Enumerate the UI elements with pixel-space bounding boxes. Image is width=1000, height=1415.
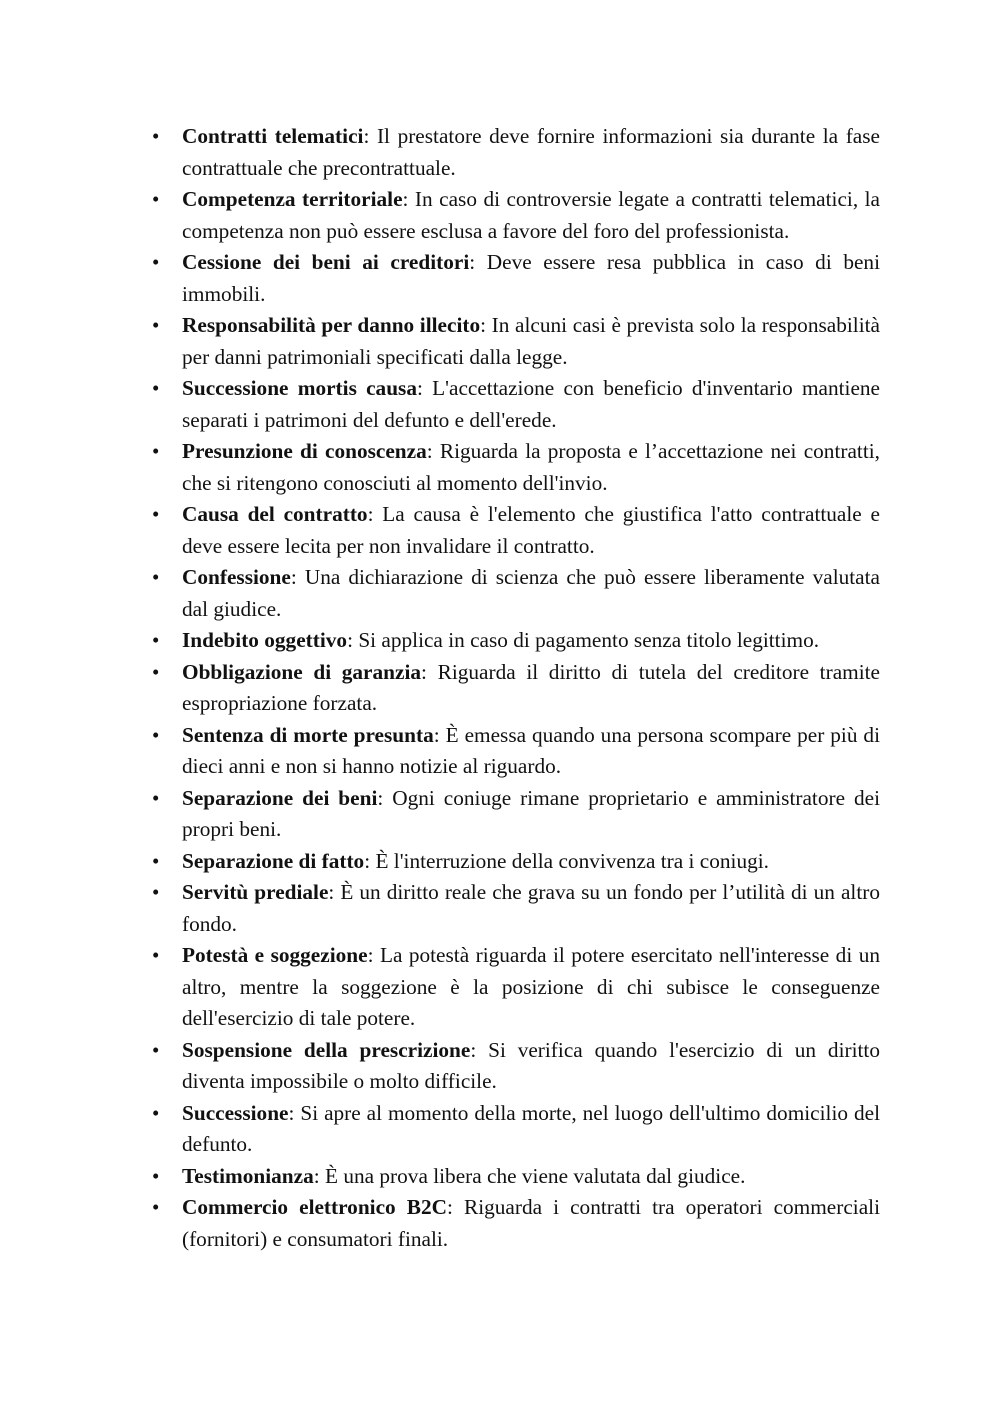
glossary-term: Presunzione di conoscenza [182, 439, 427, 463]
glossary-term: Sospensione della prescrizione [182, 1037, 471, 1062]
bullet-icon: • [152, 250, 160, 274]
glossary-item-5 [150, 373, 880, 436]
glossary-term: Successione [182, 1100, 289, 1125]
glossary-item-7 [150, 499, 880, 562]
term-separator: : [469, 250, 487, 274]
bullet-icon: • [152, 880, 160, 904]
glossary-term: Contratti telematici [182, 124, 364, 148]
glossary-item-18 [150, 1161, 880, 1193]
bullet-icon: • [152, 848, 160, 873]
glossary-term: Causa del contratto [182, 502, 368, 526]
glossary-definition: Ogni coniuge rimane proprietario e amministratore dei propri beni. [182, 785, 880, 841]
bullet-icon: • [152, 943, 160, 967]
term-separator: : [416, 376, 433, 400]
glossary-item-19 [150, 1192, 880, 1255]
glossary-term: Testimonianza [182, 1163, 314, 1188]
bullet-icon: • [152, 722, 160, 747]
glossary-term: Commercio elettronico B2C [182, 1195, 447, 1219]
term-separator: : [402, 187, 415, 211]
bullet-icon: • [152, 1100, 160, 1125]
glossary-term: Sentenza di morte presunta [182, 722, 434, 747]
glossary-term: Confessione [182, 565, 291, 589]
term-separator: : [447, 1195, 464, 1219]
glossary-item-13 [150, 846, 880, 878]
term-separator: : [433, 722, 446, 747]
glossary-item-12 [150, 783, 880, 846]
glossary-term: Servitù prediale [182, 880, 329, 904]
glossary-definition: In alcuni casi è prevista solo la responsabilità per danni patrimoniali specificati dalla legge. [182, 313, 880, 369]
bullet-icon: • [152, 502, 160, 526]
bullet-icon: • [152, 785, 160, 810]
glossary-term: Cessione dei beni ai creditori [182, 250, 470, 274]
term-separator: : [470, 1037, 489, 1062]
glossary-term: Competenza territoriale [182, 187, 403, 211]
glossary-definition: Deve essere resa pubblica in caso di beni immobili. [182, 250, 880, 306]
glossary-item-14 [150, 877, 880, 940]
term-separator: : [480, 313, 492, 337]
bullet-icon: • [152, 1163, 160, 1188]
bullet-icon: • [152, 1195, 160, 1219]
glossary-definition: Riguarda il diritto di tutela del creditore tramite espropriazione forzata. [182, 659, 880, 715]
bullet-icon: • [152, 439, 160, 463]
term-separator: : [377, 785, 393, 810]
term-separator: : [328, 880, 341, 904]
term-separator: : [363, 124, 377, 148]
term-separator: : [347, 628, 359, 652]
bullet-icon: • [152, 313, 160, 337]
glossary-definition: La causa è l'elemento che giustifica l'atto contrattuale e deve essere lecita per non invalidare il contratto. [182, 502, 880, 558]
glossary-definition: In caso di controversie legate a contratti telematici, la competenza non può essere esclusa a favore del foro del professionista. [182, 187, 880, 243]
glossary-term: Separazione dei beni [182, 785, 378, 810]
glossary-item-15 [150, 940, 880, 1035]
glossary-item-10 [150, 657, 880, 720]
glossary-definition: Si applica in caso di pagamento senza titolo legittimo. [358, 628, 820, 652]
glossary-item-16 [150, 1035, 880, 1098]
bullet-icon: • [152, 124, 160, 148]
glossary-definition: È l'interruzione della convivenza tra i coniugi. [375, 848, 769, 873]
glossary-definition: È emessa quando una persona scompare per più di dieci anni e non si hanno notizie al riguardo. [182, 722, 880, 778]
term-separator: : [364, 848, 376, 873]
glossary-definition: La potestà riguarda il potere esercitato nell'interesse di un altro, mentre la soggezione è la posizione di chi subisce le conseguenze dell'esercizio di tale potere. [182, 943, 880, 1030]
glossary-item-2 [150, 184, 880, 247]
glossary-item-4 [150, 310, 880, 373]
bullet-icon: • [152, 187, 160, 211]
glossary-definition: Il prestatore deve fornire informazioni sia durante la fase contrattuale che precontrattuale. [182, 124, 880, 180]
glossary-term: Obbligazione di garanzia [182, 659, 422, 684]
glossary-item-9 [150, 625, 880, 657]
bullet-icon: • [152, 565, 160, 589]
glossary-item-3 [150, 247, 880, 310]
glossary-definition: Una dichiarazione di scienza che può essere liberamente valutata dal giudice. [182, 565, 880, 621]
glossary-definition: Si apre al momento della morte, nel luogo dell'ultimo domicilio del defunto. [182, 1100, 880, 1156]
bullet-icon: • [152, 659, 160, 684]
glossary-term: Separazione di fatto [182, 848, 365, 873]
term-separator: : [421, 659, 438, 684]
glossary-definition: Si verifica quando l'esercizio di un diritto diventa impossibile o molto difficile. [182, 1037, 880, 1093]
term-separator: : [313, 1163, 325, 1188]
term-separator: : [288, 1100, 301, 1125]
term-separator: : [426, 439, 440, 463]
glossary-term: Potestà e soggezione [182, 943, 368, 967]
glossary-definition: È un diritto reale che grava su un fondo per l’utilità di un altro fondo. [182, 880, 880, 936]
glossary-term: Successione mortis causa [182, 376, 417, 400]
glossary-term: Responsabilità per danno illecito [182, 313, 481, 337]
glossary-term: Indebito oggettivo [182, 628, 348, 652]
glossary-definition: Riguarda la proposta e l’accettazione nei contratti, che si ritengono conosciuti al momento dell'invio. [182, 439, 880, 495]
term-separator: : [367, 502, 383, 526]
glossary-definition: È una prova libera che viene valutata dal giudice. [325, 1163, 746, 1188]
bullet-icon: • [152, 1037, 160, 1062]
glossary-definition: Riguarda i contratti tra operatori commerciali (fornitori) e consumatori finali. [182, 1195, 881, 1251]
bullet-icon: • [152, 628, 160, 652]
glossary-item-17 [150, 1098, 880, 1161]
glossary-item-6 [150, 436, 880, 499]
glossary-item-1 [150, 121, 880, 184]
term-separator: : [367, 943, 380, 967]
bullet-icon: • [152, 376, 160, 400]
glossary-definition: L'accettazione con beneficio d'inventario mantiene separati i patrimoni del defunto e dell'erede. [182, 376, 881, 432]
glossary-list [150, 121, 880, 1255]
glossary-item-11 [150, 720, 880, 783]
term-separator: : [290, 565, 305, 589]
glossary-item-8 [150, 562, 880, 625]
